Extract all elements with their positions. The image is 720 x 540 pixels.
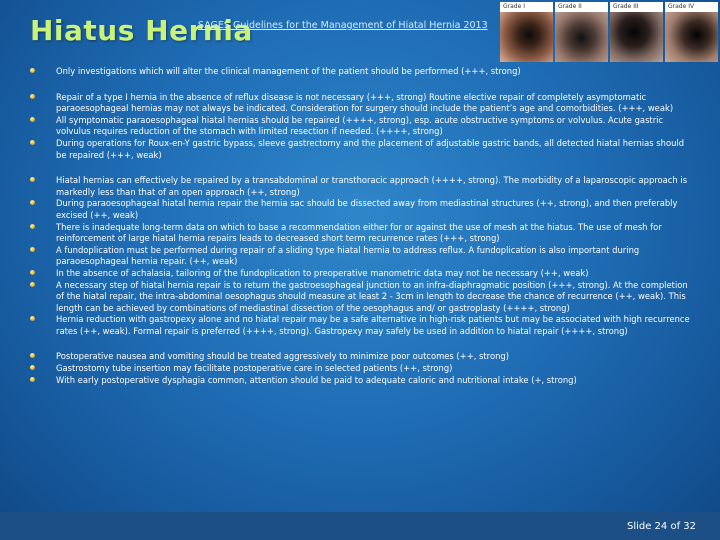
bullet-icon [30,68,35,73]
list-item [30,222,690,245]
bullet-icon [30,377,35,382]
list-item [30,138,690,161]
list-item [30,363,690,375]
list-item [30,351,690,363]
list-item [30,375,690,387]
guidelines-list [30,62,690,386]
bullet-icon [30,316,35,321]
footer-bar [0,512,720,540]
list-item [30,268,690,280]
list-item [30,314,690,337]
photo-label: Grade III [610,2,663,12]
list-item-text: Hiatal hernias can effectively be repaired by a transabdominal or transthoracic approach (++++, strong). The morbidity of a laparoscopic approach is markedly less than that of an open approach (++, strong) [56,175,688,197]
bullet-icon [30,200,35,205]
bullet-icon [30,282,35,287]
list-item-text: A necessary step of hiatal hernia repair is to return the gastroesophageal junction to an infra-diaphragmatic position (+++, strong). At the completion of the hiatal repair, the intra-abdominal oesophagus should measure at least 2 - 3cm in length to decrease the chance of recurrence (++, weak). This length can be achieved by combinations of mediastinal dissection of the oesophagus and/ or gastroplasty (++++, strong) [56,279,688,313]
guideline-group [30,92,690,162]
bullet-icon [30,117,35,122]
list-item [30,198,690,221]
endoscopy-photo [665,2,718,62]
bullet-icon [30,270,35,275]
list-item-text: Gastrostomy tube insertion may facilitate postoperative care in selected patients (++, strong) [56,363,453,374]
list-item [30,92,690,115]
bullet-icon [30,140,35,145]
list-item-text: During operations for Roux-en-Y gastric bypass, sleeve gastrectomy and the placement of adjustable gastric bands, all detected hiatal hernias should be repaired (+++, weak) [56,137,685,160]
page-subtitle: SAGES Guidelines for the Management of Hiatal Hernia 2013 [198,20,488,31]
endoscopy-photo [555,2,608,62]
list-item [30,245,690,268]
photo-label: Grade IV [665,2,718,12]
bullet-icon [30,177,35,182]
list-item [30,115,690,138]
list-item-text: There is inadequate long-term data on which to base a recommendation either for or against the use of mesh at the hiatus. The use of mesh for reinforcement of large hiatal hernia repairs leads to decreased short term recurrence rates (+++, strong) [56,221,662,244]
photo-label: Grade I [500,2,553,12]
endoscopy-photo [610,2,663,62]
list-item-text: All symptomatic paraoesophageal hiatal hernias should be repaired (++++, strong), esp. acute obstructive symptoms or volvulus. Acute gastric volvulus requires reduction of the stomach with limited resection if needed. (++++, strong) [56,114,664,137]
endoscopy-photo [500,2,553,62]
bullet-icon [30,94,35,99]
list-item-text: During paraoesophageal hiatal hernia repair the hernia sac should be dissected away from mediastinal structures (++, strong), and then preferably excised (++, weak) [56,198,678,220]
list-item-text: Postoperative nausea and vomiting should be treated aggressively to minimize poor outcomes (++, strong) [56,351,509,362]
list-item-text: Repair of a type I hernia in the absence of reflux disease is not necessary (+++, strong) Routine elective repair of completely asymptomatic paraoesophageal hernias may not always be indicated. Consideration for surgery should include the patient’s age and comorbidities. (+++, weak) [56,91,674,114]
page-title: Hiatus Hernia [30,14,253,47]
list-item [30,280,690,315]
bullet-icon [30,365,35,370]
list-item-text: With early postoperative dysphagia common, attention should be paid to adequate caloric and nutritional intake (+, strong) [56,374,577,385]
guideline-group [30,175,690,337]
bullet-icon [30,224,35,229]
endoscopy-image-gallery [500,2,718,62]
list-item-text: In the absence of achalasia, tailoring of the fundoplication to preoperative manometric data may not be necessary (++, weak) [56,267,589,278]
list-item-text: Only investigations which will alter the clinical management of the patient should be performed (+++, strong) [56,66,521,76]
guideline-group [30,66,690,78]
guideline-group [30,351,690,386]
bullet-icon [30,247,35,252]
list-item [30,66,690,78]
photo-label: Grade II [555,2,608,12]
list-item [30,175,690,198]
list-item-text: Hernia reduction with gastropexy alone and no hiatal repair may be a safe alternative in high-risk patients but may be associated with high recurrence rates (++, weak). Formal repair is preferred (++++, strong). Gastropexy may safely be used in addition to hiatal repair (++++, strong) [56,314,690,336]
list-item-text: A fundoplication must be performed during repair of a sliding type hiatal hernia to address reflux. A fundoplication is also important during paraoesophageal hernia repair. (++, weak) [56,244,640,267]
bullet-icon [30,353,35,358]
slide-number: Slide 24 of 32 [626,521,696,532]
